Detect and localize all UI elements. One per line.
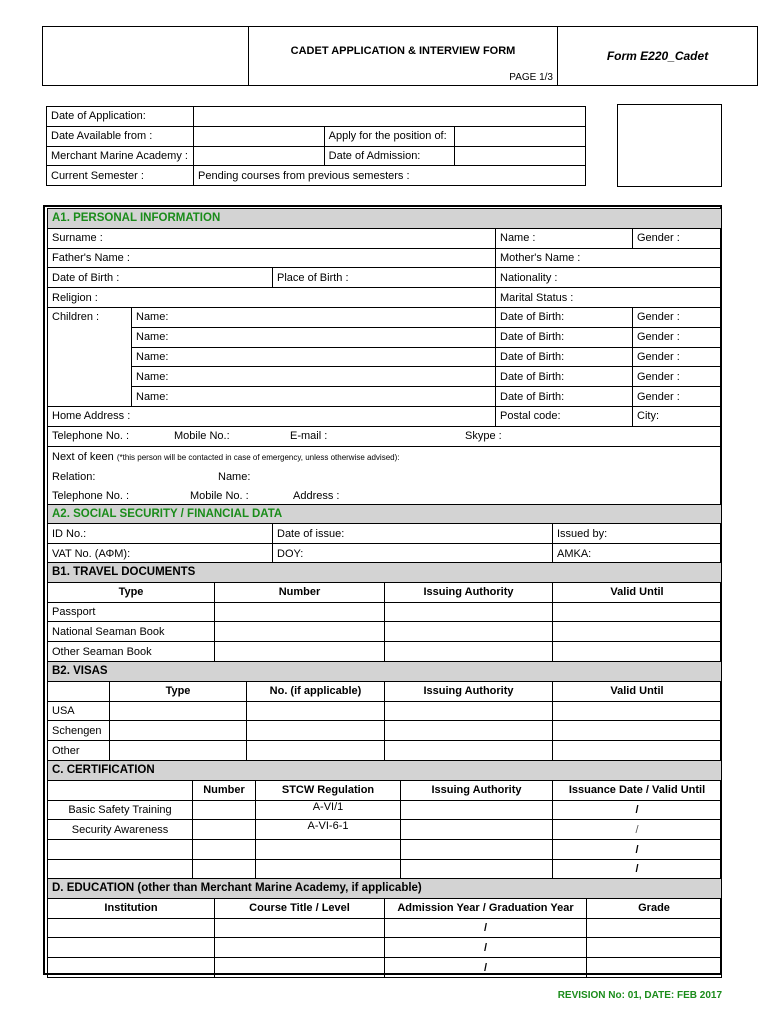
gender-field[interactable]: Gender :: [633, 228, 722, 248]
table-cell[interactable]: [193, 800, 256, 820]
table-cell[interactable]: [385, 721, 553, 741]
skype-field[interactable]: Skype :: [465, 430, 502, 443]
d-col-grade: Grade: [587, 898, 722, 918]
table-cell[interactable]: [385, 741, 553, 761]
table-cell[interactable]: [193, 859, 256, 879]
section-c: [47, 760, 722, 880]
child-gender-field[interactable]: Gender :: [633, 387, 722, 407]
cert-name: Basic Safety Training: [48, 800, 193, 820]
section-a1: [47, 208, 722, 564]
b2-title: B2. VISAS: [48, 662, 722, 682]
b2-col-number: No. (if applicable): [247, 681, 385, 701]
table-cell[interactable]: [587, 918, 722, 938]
religion-field[interactable]: Religion :: [48, 288, 496, 308]
form-id: Form E220_Cadet: [558, 27, 758, 86]
d-col-institution: Institution: [48, 898, 215, 918]
b2-row-label: Other: [48, 741, 110, 761]
table-cell: [48, 780, 193, 800]
cert-date[interactable]: /: [553, 859, 722, 879]
d-title: D. EDUCATION (other than Merchant Marine Academy, if applicable): [48, 879, 722, 899]
application-details: [46, 106, 586, 186]
child-gender-field[interactable]: Gender :: [633, 347, 722, 367]
table-cell[interactable]: [553, 642, 722, 662]
table-cell[interactable]: [193, 840, 256, 860]
form-title: CADET APPLICATION & INTERVIEW FORM: [290, 45, 516, 57]
c-title: C. CERTIFICATION: [48, 761, 722, 781]
nok-address-field[interactable]: Address :: [293, 489, 340, 502]
amka-field[interactable]: AMKA:: [553, 544, 722, 564]
photo-box[interactable]: [617, 104, 722, 187]
table-cell[interactable]: [110, 701, 247, 721]
table-cell[interactable]: [401, 840, 553, 860]
child-gender-field[interactable]: Gender :: [633, 327, 722, 347]
child-dob-field[interactable]: Date of Birth:: [496, 307, 633, 327]
b1-col-type: Type: [48, 582, 215, 602]
table-cell[interactable]: [401, 800, 553, 820]
table-cell[interactable]: [215, 938, 385, 958]
table-cell[interactable]: [247, 741, 385, 761]
b1-col-authority: Issuing Authority: [385, 582, 553, 602]
edu-years[interactable]: /: [385, 958, 587, 978]
table-cell[interactable]: [553, 602, 722, 622]
dob-field[interactable]: Date of Birth :: [48, 268, 273, 288]
cert-regulation: A-VI/1: [256, 800, 401, 820]
cert-name[interactable]: [48, 859, 193, 879]
table-cell[interactable]: [587, 958, 722, 978]
semester-label: Current Semester :: [47, 166, 194, 186]
academy-label: Merchant Marine Academy :: [47, 146, 194, 166]
child-name-field[interactable]: Name:: [132, 367, 496, 387]
cert-regulation[interactable]: [256, 859, 401, 879]
child-name-field[interactable]: Name:: [132, 387, 496, 407]
cert-regulation: A-VI-6-1: [256, 820, 401, 840]
child-gender-field[interactable]: Gender :: [633, 367, 722, 387]
nok-name-field[interactable]: Name:: [218, 470, 251, 483]
date-available-label: Date Available from :: [47, 126, 194, 146]
c-col-authority: Issuing Authority: [401, 780, 553, 800]
table-cell[interactable]: [553, 721, 722, 741]
table-cell[interactable]: [401, 820, 553, 840]
section-d: [47, 878, 722, 978]
children-label: Children :: [48, 307, 132, 406]
b1-title: B1. TRAVEL DOCUMENTS: [48, 563, 722, 583]
d-col-years: Admission Year / Graduation Year: [385, 898, 587, 918]
vat-field[interactable]: VAT No. (ΑΦΜ):: [48, 544, 273, 564]
child-dob-field[interactable]: Date of Birth:: [496, 367, 633, 387]
table-cell[interactable]: [553, 701, 722, 721]
father-name-field[interactable]: Father's Name :: [48, 248, 496, 268]
surname-field[interactable]: Surname :: [48, 228, 496, 248]
child-dob-field[interactable]: Date of Birth:: [496, 347, 633, 367]
date-admission-field[interactable]: [455, 146, 586, 166]
a2-title: A2. SOCIAL SECURITY / FINANCIAL DATA: [48, 504, 722, 524]
name-field[interactable]: Name :: [496, 228, 633, 248]
table-cell[interactable]: [193, 820, 256, 840]
table-cell[interactable]: [385, 642, 553, 662]
b1-col-valid: Valid Until: [553, 582, 722, 602]
c-col-number: Number: [193, 780, 256, 800]
logo-box: [43, 27, 249, 86]
b2-row-label: USA: [48, 701, 110, 721]
date-application-label: Date of Application:: [47, 107, 194, 127]
postal-code-field[interactable]: Postal code:: [496, 406, 633, 426]
date-issue-field[interactable]: Date of issue:: [273, 524, 553, 544]
b2-col-valid: Valid Until: [553, 681, 722, 701]
b2-col-authority: Issuing Authority: [385, 681, 553, 701]
table-cell[interactable]: [553, 741, 722, 761]
d-col-course: Course Title / Level: [215, 898, 385, 918]
table-cell[interactable]: [215, 918, 385, 938]
nok-mobile-field[interactable]: Mobile No. :: [190, 489, 249, 502]
next-of-kin-note: (*this person will be contacted in case of emergency, unless otherwise advised):: [116, 452, 400, 462]
child-gender-field[interactable]: Gender :: [633, 307, 722, 327]
cert-regulation[interactable]: [256, 840, 401, 860]
table-cell[interactable]: [215, 602, 385, 622]
email-field[interactable]: E-mail :: [290, 430, 328, 443]
nationality-field[interactable]: Nationality :: [496, 268, 722, 288]
table-cell[interactable]: [48, 958, 215, 978]
child-dob-field[interactable]: Date of Birth:: [496, 387, 633, 407]
cert-name: Security Awareness: [48, 820, 193, 840]
edu-years[interactable]: /: [385, 938, 587, 958]
cert-name[interactable]: [48, 840, 193, 860]
table-cell[interactable]: [215, 642, 385, 662]
section-b2: [47, 661, 722, 761]
date-admission-label: Date of Admission:: [324, 146, 455, 166]
table-cell[interactable]: [385, 701, 553, 721]
contact-row: [48, 426, 722, 446]
table-cell[interactable]: [48, 938, 215, 958]
date-available-field[interactable]: [194, 126, 325, 146]
apply-position-field[interactable]: [455, 126, 586, 146]
edu-years[interactable]: /: [385, 918, 587, 938]
child-dob-field[interactable]: Date of Birth:: [496, 327, 633, 347]
table-cell[interactable]: [553, 622, 722, 642]
b1-row-label: Passport: [48, 602, 215, 622]
table-cell[interactable]: [215, 958, 385, 978]
home-address-field[interactable]: Home Address :: [48, 406, 496, 426]
revision-footer: REVISION No: 01, DATE: FEB 2017: [557, 990, 722, 1001]
b1-row-label: Other Seaman Book: [48, 642, 215, 662]
next-of-kin-label: Next of keen: [52, 450, 114, 463]
table-cell[interactable]: [247, 721, 385, 741]
c-col-stcw: STCW Regulation: [256, 780, 401, 800]
table-cell[interactable]: [401, 859, 553, 879]
child-name-field[interactable]: Name:: [132, 307, 496, 327]
form-header: [42, 26, 758, 86]
a1-title: A1. PERSONAL INFORMATION: [48, 209, 722, 229]
next-of-kin-block: [48, 446, 722, 504]
table-cell[interactable]: [385, 622, 553, 642]
b2-row-label: Schengen: [48, 721, 110, 741]
marital-status-field[interactable]: Marital Status :: [496, 288, 722, 308]
table-cell[interactable]: [110, 721, 247, 741]
c-col-dates: Issuance Date / Valid Until: [553, 780, 722, 800]
b1-row-label: National Seaman Book: [48, 622, 215, 642]
table-cell[interactable]: [215, 622, 385, 642]
table-cell[interactable]: [48, 918, 215, 938]
apply-position-label: Apply for the position of:: [324, 126, 455, 146]
relation-field[interactable]: Relation:: [52, 470, 96, 483]
table-cell: [48, 681, 110, 701]
child-name-field[interactable]: Name:: [132, 327, 496, 347]
cert-date[interactable]: /: [553, 840, 722, 860]
telephone-field[interactable]: Telephone No. :: [52, 430, 130, 443]
page-number: PAGE 1/3: [509, 72, 553, 83]
table-cell[interactable]: [247, 701, 385, 721]
table-cell[interactable]: [587, 938, 722, 958]
nok-telephone-field[interactable]: Telephone No. :: [52, 489, 130, 502]
issued-by-field[interactable]: Issued by:: [553, 524, 722, 544]
academy-field[interactable]: [194, 146, 325, 166]
table-cell[interactable]: [110, 741, 247, 761]
mother-name-field[interactable]: Mother's Name :: [496, 248, 722, 268]
doy-field[interactable]: DOY:: [273, 544, 553, 564]
table-cell[interactable]: [385, 602, 553, 622]
pending-courses-label: Pending courses from previous semesters :: [194, 166, 586, 186]
pob-field[interactable]: Place of Birth :: [273, 268, 496, 288]
city-field[interactable]: City:: [633, 406, 722, 426]
section-b1: [47, 562, 722, 662]
b2-col-type: Type: [110, 681, 247, 701]
child-name-field[interactable]: Name:: [132, 347, 496, 367]
mobile-field[interactable]: Mobile No.:: [174, 430, 230, 443]
id-field[interactable]: ID No.:: [48, 524, 273, 544]
cert-date[interactable]: /: [553, 820, 722, 840]
b1-col-number: Number: [215, 582, 385, 602]
date-application-field[interactable]: [194, 107, 586, 127]
cert-date[interactable]: /: [553, 800, 722, 820]
